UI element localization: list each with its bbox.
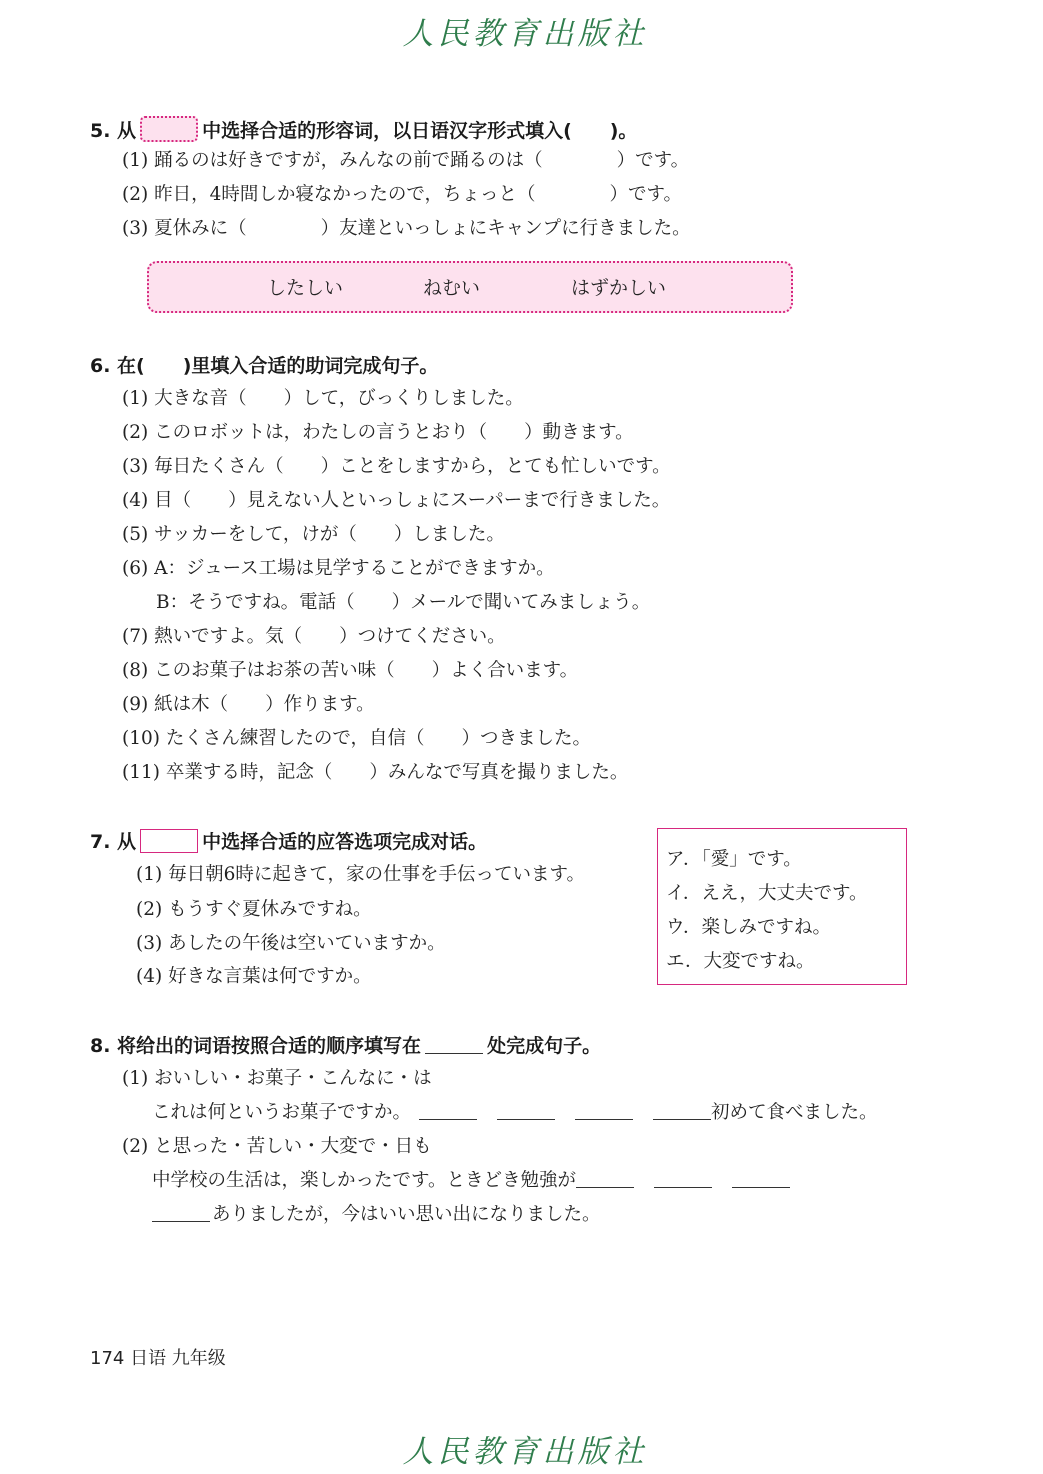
q6-title: 6. 在( )里填入合适的助词完成句子。	[90, 355, 439, 377]
q8-item-2-words: (2) と思った・苦しい・大変で・日も	[122, 1136, 432, 1157]
publisher-logo-bottom: 人民教育出版社	[402, 1434, 648, 1470]
q8-item-2-blank-3	[732, 1169, 790, 1188]
q6-item-7: (7) 熱いですよ。気（ ）つけてください。	[122, 626, 506, 647]
q8-item-1-blank-4	[653, 1101, 711, 1120]
q7-choice-box	[657, 828, 907, 985]
q8-item-1-sentence	[152, 1098, 878, 1124]
q7-title	[90, 827, 487, 854]
q5-word-box	[147, 261, 793, 313]
q8-title-before: 8. 将给出的词语按照合适的顺序填写在	[90, 1035, 422, 1057]
q6-item-6b: B：そうですね。電話（ ）メールで聞いてみましょう。	[156, 592, 651, 613]
q5-title-after: 中选择合适的形容词，以日语汉字形式填入( )。	[202, 120, 638, 142]
q5-title-before: 5. 从	[90, 120, 137, 142]
q8-item-2-blank-2	[654, 1169, 712, 1188]
q8-title-blank	[425, 1035, 483, 1054]
q7-title-after: 中选择合适的应答选项完成对话。	[202, 831, 488, 853]
q5-item-2: (2) 昨日，4時間しか寝なかったので，ちょっと（ ）です。	[122, 184, 683, 205]
q8-title-after: 处完成句子。	[487, 1035, 602, 1057]
q8-item-2-suffix: ありましたが，今はいい思い出になりました。	[212, 1204, 601, 1225]
q7-item-2: (2) もうすぐ夏休みですね。	[136, 899, 372, 920]
q8-item-1-blank-3	[575, 1101, 633, 1120]
q8-item-2-blank-4	[152, 1203, 210, 1222]
q5-word-3: はずかしい	[571, 277, 667, 299]
q6-item-9: (9) 紙は木（ ）作ります。	[122, 694, 375, 715]
q8-title	[90, 1031, 601, 1058]
q8-item-1-prefix: これは何というお菓子ですか。	[152, 1102, 412, 1123]
q6-item-4: (4) 目（ ）見えない人といっしょにスーパーまで行きました。	[122, 490, 671, 511]
q8-item-1-words: (1) おいしい・お菓子・こんなに・は	[122, 1068, 432, 1089]
q5-word-2: ねむい	[423, 277, 481, 299]
q7-choice-i: イ．ええ，大丈夫です。	[666, 883, 868, 904]
publisher-logo-top: 人民教育出版社	[402, 16, 648, 52]
q7-item-3: (3) あしたの午後は空いていますか。	[136, 933, 446, 954]
q7-item-4: (4) 好きな言葉は何ですか。	[136, 966, 372, 987]
q5-title	[90, 116, 637, 143]
q7-item-1: (1) 毎日朝6時に起きて，家の仕事を手伝っています。	[136, 864, 586, 885]
q6-item-6a: (6) A：ジュース工場は見学することができますか。	[122, 558, 555, 579]
q5-item-1: (1) 踊るのは好きですが，みんなの前で踊るのは（ ）です。	[122, 150, 690, 171]
q7-choice-a: ア．「愛」です。	[666, 849, 802, 870]
q6-item-5: (5) サッカーをして，けが（ ）しました。	[122, 524, 505, 545]
q8-item-2-sentence-a	[152, 1166, 800, 1192]
q8-item-1-suffix: 初めて食べました。	[711, 1102, 878, 1123]
q5-word-box-marker	[140, 116, 198, 142]
q7-choice-e: エ．大変ですね。	[666, 951, 815, 972]
q8-item-2-blank-1	[576, 1169, 634, 1188]
q6-item-11: (11) 卒業する時，記念（ ）みんなで写真を撮りました。	[122, 762, 629, 783]
q8-item-1-blank-2	[497, 1101, 555, 1120]
q6-item-8: (8) このお菓子はお茶の苦い味（ ）よく合います。	[122, 660, 579, 681]
q6-item-10: (10) たくさん練習したので，自信（ ）つきました。	[122, 728, 591, 749]
q7-title-before: 7. 从	[90, 831, 137, 853]
q8-item-1-blank-1	[419, 1101, 477, 1120]
q5-word-1: したしい	[267, 277, 344, 299]
q6-item-1: (1) 大きな音（ ）して，びっくりしました。	[122, 388, 524, 409]
q8-item-2-sentence-b	[152, 1200, 601, 1226]
page-footer: 174 日语 九年级	[90, 1348, 226, 1369]
q6-item-2: (2) このロボットは，わたしの言うとおり（ ）動きます。	[122, 422, 634, 443]
q7-choice-box-marker	[140, 829, 198, 853]
q5-item-3: (3) 夏休みに（ ）友達といっしょにキャンプに行きました。	[122, 218, 691, 239]
q8-item-2-prefix: 中学校の生活は，楽しかったです。ときどき勉強が	[152, 1170, 577, 1191]
q7-choice-u: ウ．楽しみですね。	[666, 917, 832, 938]
q6-item-3: (3) 毎日たくさん（ ）ことをしますから，とても忙しいです。	[122, 456, 671, 477]
